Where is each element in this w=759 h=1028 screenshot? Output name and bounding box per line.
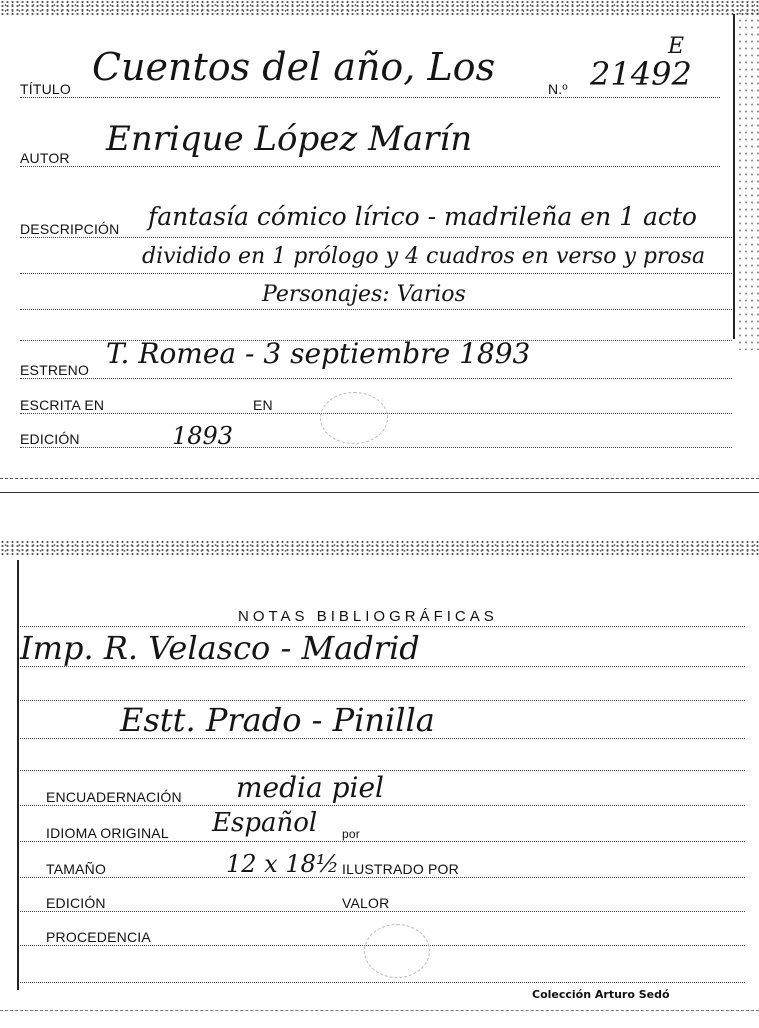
- card-bottom-edge-texture: [0, 540, 759, 556]
- numero-label: N.º: [548, 81, 568, 97]
- estreno-label: ESTRENO: [20, 362, 90, 378]
- tamano-label: TAMAÑO: [46, 861, 107, 877]
- notas-rule-1: [20, 626, 745, 627]
- descripcion-rule-1: [20, 237, 732, 238]
- card-top-bottom-edge: [0, 478, 759, 479]
- valor-label: VALOR: [342, 895, 390, 911]
- procedencia-label: PROCEDENCIA: [46, 929, 151, 945]
- card-top-right-border: [733, 14, 735, 339]
- card-bottom-left-border: [17, 560, 19, 990]
- collection-credit: Colección Arturo Sedó: [532, 988, 670, 1001]
- descripcion-rule-2: [20, 273, 732, 274]
- edicion-rule: [20, 447, 732, 448]
- paper-blemish-bottom: [364, 924, 430, 978]
- tamano-rule: [20, 877, 745, 878]
- notas-bibliograficas-heading: NOTAS BIBLIOGRÁFICAS: [238, 608, 498, 625]
- notas-rule-4: [20, 738, 745, 739]
- descripcion-value-2: dividido en 1 prólogo y 4 cuadros en verso y prosa: [142, 244, 706, 269]
- card-top-side-texture: [737, 10, 759, 350]
- estreno-value: T. Romea - 3 septiembre 1893: [106, 337, 531, 370]
- card-bottom-edge: [0, 1010, 759, 1011]
- descripcion-value-3: Personajes: Varios: [262, 282, 466, 307]
- catalog-card-top: [0, 0, 759, 495]
- edicion-bottom-rule: [20, 911, 745, 912]
- encuadernacion-label: ENCUADERNACIÓN: [46, 789, 182, 805]
- autor-value: Enrique López Marín: [106, 119, 473, 159]
- escrita-en-label: ESCRITA EN: [20, 397, 105, 413]
- por-label: por: [342, 827, 360, 841]
- edicion-bottom-label: EDICIÓN: [46, 895, 106, 911]
- autor-label: AUTOR: [20, 150, 70, 166]
- en-label: EN: [253, 397, 273, 413]
- descripcion-value-1: fantasía cómico lírico - madrileña en 1 acto: [148, 202, 697, 231]
- notas-rule-2: [20, 666, 745, 667]
- numero-mark: E: [668, 34, 685, 59]
- idioma-original-value: Español: [212, 808, 318, 838]
- card-top-edge-texture: [0, 0, 759, 16]
- titulo-value: Cuentos del año, Los: [92, 45, 496, 89]
- edicion-label: EDICIÓN: [20, 431, 80, 447]
- titulo-rule: [20, 97, 720, 98]
- notas-line-2: Estt. Prado - Pinilla: [120, 701, 435, 739]
- encuadernacion-value: media piel: [236, 771, 384, 804]
- estreno-rule: [20, 378, 732, 379]
- encuadernacion-rule: [20, 805, 745, 806]
- edicion-value: 1893: [172, 422, 234, 450]
- descripcion-rule-3: [20, 309, 732, 310]
- idioma-original-label: IDIOMA ORIGINAL: [46, 825, 169, 841]
- ilustrado-por-label: ILUSTRADO POR: [342, 861, 459, 877]
- tamano-value: 12 x 18½: [226, 850, 340, 878]
- catalog-card-bottom: [0, 540, 759, 1028]
- card-bottom-rule-end: [20, 982, 745, 983]
- titulo-label: TÍTULO: [20, 81, 71, 97]
- notas-line-1: Imp. R. Velasco - Madrid: [20, 629, 420, 667]
- descripcion-label: DESCRIPCIÓN: [20, 221, 120, 237]
- paper-blemish: [320, 392, 388, 444]
- numero-value: 21492: [590, 55, 692, 93]
- autor-rule: [20, 166, 720, 167]
- page-divider: [0, 492, 759, 493]
- idioma-original-rule: [20, 841, 745, 842]
